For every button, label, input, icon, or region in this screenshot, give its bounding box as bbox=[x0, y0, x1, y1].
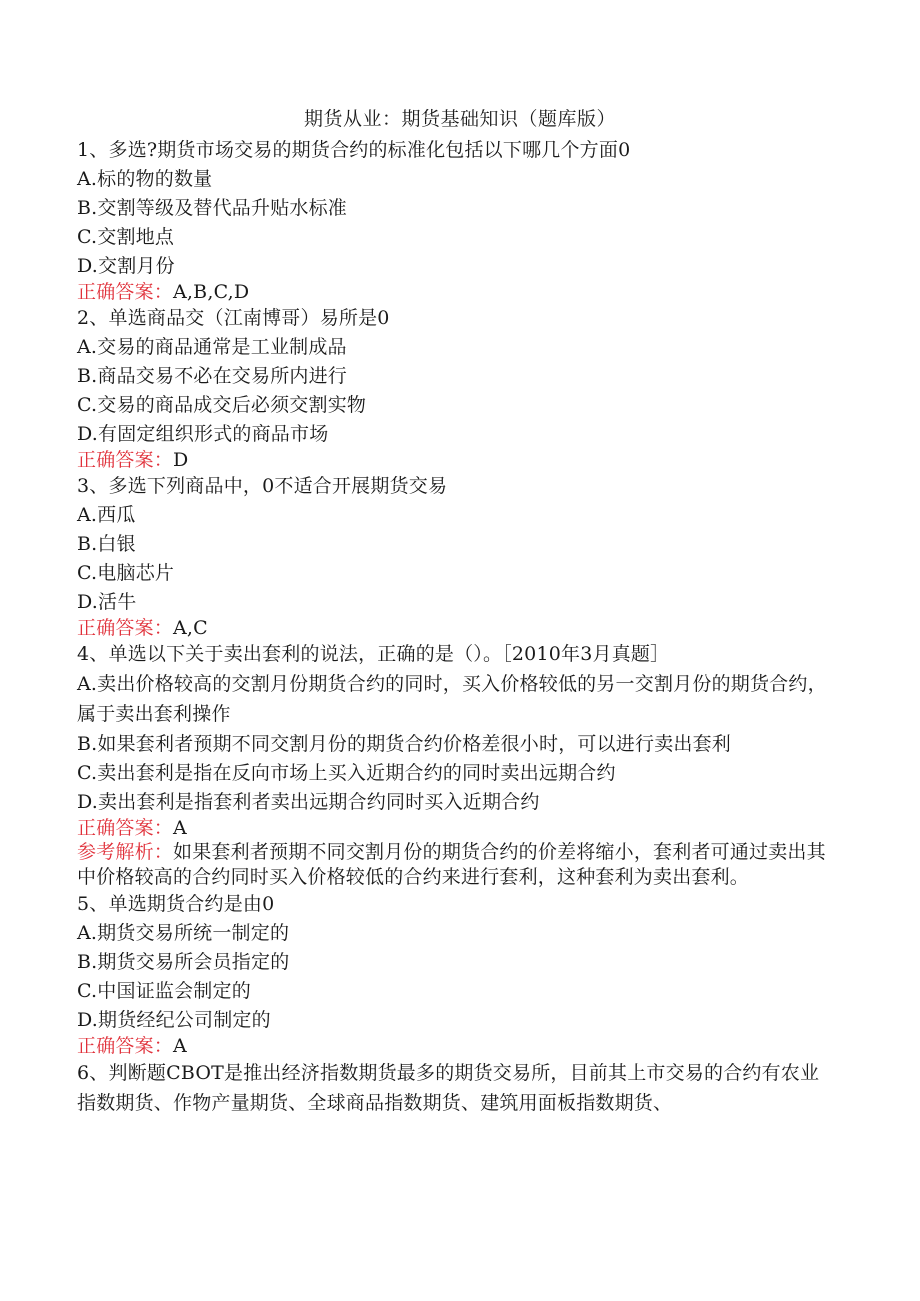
answer-line bbox=[77, 616, 827, 640]
option-b: B.商品交易不必在交易所内进行 bbox=[77, 365, 348, 387]
question-stem: 6、判断题CBOT是推出经济指数期货最多的期货交易所，目前其上市交易的合约有农业指数期货、作物产量期货、全球商品指数期货、建筑用面板指数期货、 bbox=[77, 1062, 820, 1114]
question-stem: 1、多选?期货市场交易的期货合约的标准化包括以下哪几个方面0 bbox=[77, 139, 631, 161]
answer-value: A bbox=[173, 817, 187, 839]
answer-value: A bbox=[173, 1035, 187, 1057]
option-c: C.交割地点 bbox=[77, 226, 175, 248]
question-3 bbox=[77, 472, 827, 640]
answer-value: A,C bbox=[173, 617, 208, 639]
option-c: C.交易的商品成交后必须交割实物 bbox=[77, 394, 367, 416]
answer-value: A,B,C,D bbox=[173, 281, 250, 303]
option-d: D.卖出套利是指套利者卖出远期合约同时买入近期合约 bbox=[77, 791, 540, 813]
option-a: A.卖出价格较高的交割月份期货合约的同时，买入价格较低的另一交割月份的期货合约，属于卖出套利操作 bbox=[77, 673, 827, 725]
analysis-label: 参考解析： bbox=[77, 841, 174, 863]
question-stem: 5、单选期货合约是由0 bbox=[77, 893, 275, 915]
question-stem: 4、单选以下关于卖出套利的说法，正确的是（）。［2010年3月真题］ bbox=[77, 643, 670, 665]
option-b: B.白银 bbox=[77, 533, 136, 555]
answer-value: D bbox=[173, 449, 189, 471]
option-a: A.期货交易所统一制定的 bbox=[77, 922, 290, 944]
analysis-body: 如果套利者预期不同交割月份的期货合约的价差将缩小，套利者可通过卖出其中价格较高的合约同时买入价格较低的合约来进行套利，这种套利为卖出套利。 bbox=[77, 841, 826, 888]
option-d: D.有固定组织形式的商品市场 bbox=[77, 423, 329, 445]
option-d: D.期货经纪公司制定的 bbox=[77, 1009, 271, 1031]
document-title: 期货从业：期货基础知识（题库版） bbox=[303, 108, 616, 130]
option-d: D.交割月份 bbox=[77, 255, 175, 277]
option-d: D.活牛 bbox=[77, 591, 137, 613]
option-a: A.标的物的数量 bbox=[77, 168, 213, 190]
answer-label: 正确答案： bbox=[77, 449, 174, 471]
option-b: B.如果套利者预期不同交割月份的期货合约价格差很小时，可以进行卖出套利 bbox=[77, 733, 732, 755]
question-list bbox=[77, 136, 827, 1118]
answer-line bbox=[77, 448, 827, 472]
option-b: B.期货交易所会员指定的 bbox=[77, 951, 290, 973]
analysis-text bbox=[77, 840, 827, 890]
option-a: A.交易的商品通常是工业制成品 bbox=[77, 336, 347, 358]
answer-label: 正确答案： bbox=[77, 617, 174, 639]
option-c: C.卖出套利是指在反向市场上买入近期合约的同时卖出远期合约 bbox=[77, 762, 616, 784]
option-c: C.中国证监会制定的 bbox=[77, 980, 251, 1002]
answer-label: 正确答案： bbox=[77, 281, 174, 303]
answer-line bbox=[77, 1034, 827, 1058]
option-a: A.西瓜 bbox=[77, 504, 136, 526]
option-c: C.电脑芯片 bbox=[77, 562, 175, 584]
question-stem: 3、多选下列商品中，0不适合开展期货交易 bbox=[77, 475, 448, 497]
question-1 bbox=[77, 136, 827, 304]
question-stem: 2、单选商品交（江南博哥）易所是0 bbox=[77, 307, 390, 329]
answer-label: 正确答案： bbox=[77, 817, 174, 839]
question-5 bbox=[77, 890, 827, 1058]
answer-label: 正确答案： bbox=[77, 1035, 174, 1057]
answer-line bbox=[77, 816, 827, 840]
question-2 bbox=[77, 304, 827, 472]
option-b: B.交割等级及替代品升贴水标准 bbox=[77, 197, 348, 219]
answer-line bbox=[77, 280, 827, 304]
question-4 bbox=[77, 640, 827, 890]
question-6 bbox=[77, 1058, 827, 1118]
